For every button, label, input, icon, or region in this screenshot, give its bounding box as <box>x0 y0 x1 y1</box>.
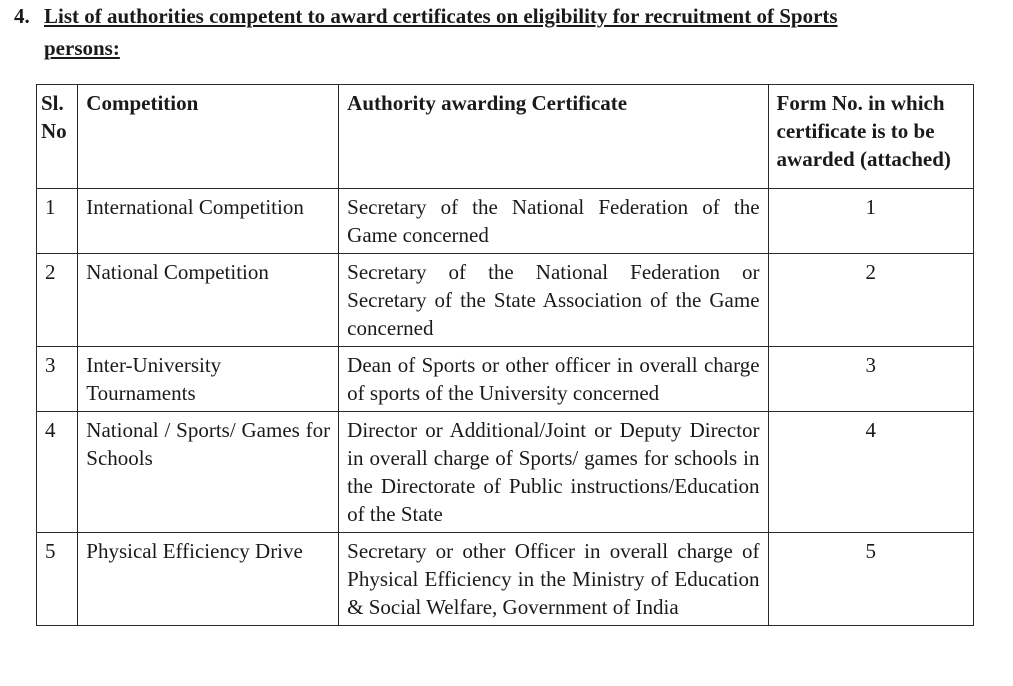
cell-sl: 1 <box>37 189 78 254</box>
table-row <box>37 412 974 533</box>
cell-sl: 5 <box>37 533 78 626</box>
table-row <box>37 254 974 347</box>
authorities-table <box>36 84 974 626</box>
section-title-line2: persons: <box>44 36 120 60</box>
cell-sl: 4 <box>37 412 78 533</box>
table-row <box>37 189 974 254</box>
cell-authority: Director or Additional/Joint or Deputy Director in overall charge of Sports/ games for schools in the Directorate of Public instructions/Education of the State <box>339 412 768 533</box>
cell-competition: National Competition <box>78 254 339 347</box>
cell-form: 5 <box>768 533 973 626</box>
cell-form: 2 <box>768 254 973 347</box>
cell-competition: Physical Efficiency Drive <box>78 533 339 626</box>
cell-sl: 3 <box>37 347 78 412</box>
header-sl-no: Sl. No <box>37 85 78 189</box>
header-competition: Competition <box>78 85 339 189</box>
table-row <box>37 347 974 412</box>
header-form-no: Form No. in which certificate is to be awarded (attached) <box>768 85 973 189</box>
cell-authority: Secretary or other Officer in overall charge of Physical Efficiency in the Ministry of Education & Social Welfare, Government of India <box>339 533 768 626</box>
cell-authority: Secretary of the National Federation or Secretary of the State Association of the Game concerned <box>339 254 768 347</box>
cell-form: 3 <box>768 347 973 412</box>
cell-competition: National / Sports/ Games for Schools <box>78 412 339 533</box>
cell-competition: Inter-University Tournaments <box>78 347 339 412</box>
section-heading <box>14 0 974 64</box>
cell-sl: 2 <box>37 254 78 347</box>
header-authority: Authority awarding Certificate <box>339 85 768 189</box>
cell-form: 4 <box>768 412 973 533</box>
section-number: 4. <box>14 4 30 28</box>
table-row <box>37 533 974 626</box>
section-title-line1: List of authorities competent to award certificates on eligibility for recruitment of Sports <box>44 4 838 28</box>
cell-form: 1 <box>768 189 973 254</box>
cell-authority: Dean of Sports or other officer in overall charge of sports of the University concerned <box>339 347 768 412</box>
cell-authority: Secretary of the National Federation of the Game concerned <box>339 189 768 254</box>
table-header-row <box>37 85 974 189</box>
cell-competition: International Competition <box>78 189 339 254</box>
